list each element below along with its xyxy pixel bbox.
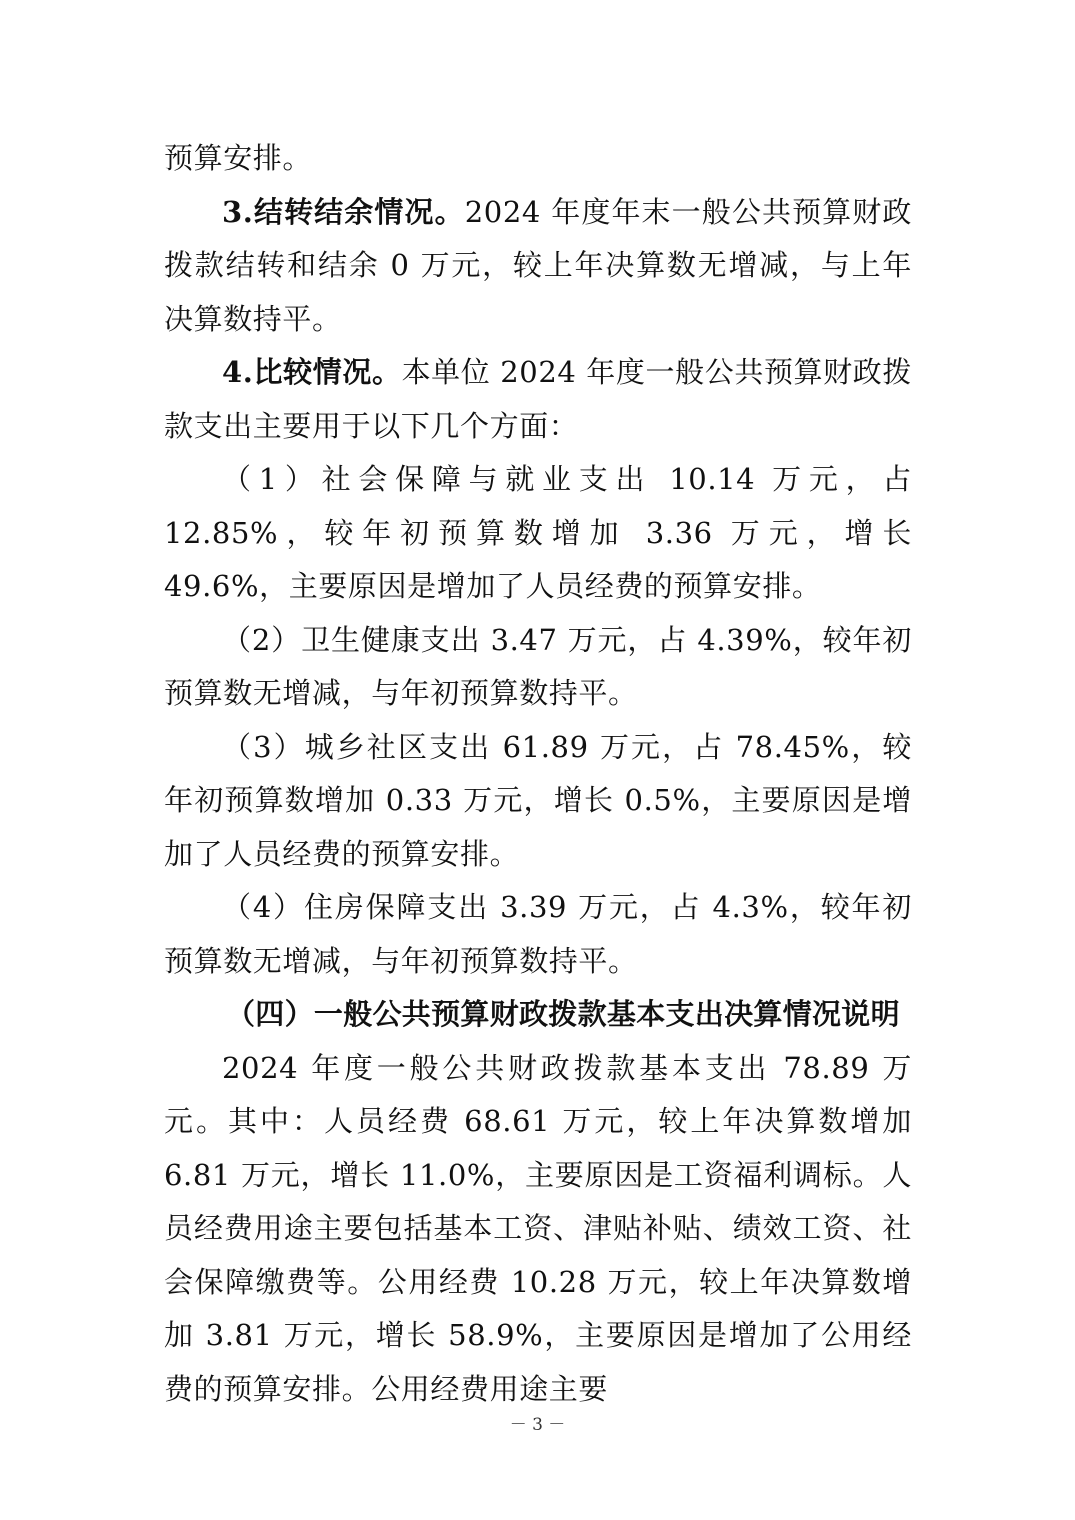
paragraph-text: 预算安排。: [164, 141, 313, 175]
run-in-heading-carryover: 3.结转结余情况。: [222, 194, 465, 229]
list-item-urban-rural-community: [164, 721, 912, 882]
page-number: － 3 －: [509, 1415, 566, 1435]
list-item-social-security: [164, 453, 912, 614]
run-in-heading-comparison: 4.比较情况。: [222, 355, 402, 389]
paragraph-text: （3）城乡社区支出 61.89 万元，占 78.45%，较年初预算数增加 0.33 万元，增长 0.5%，主要原因是增加了人员经费的预算安排。: [164, 729, 912, 871]
paragraph-comparison: [164, 346, 912, 453]
list-item-housing: [164, 881, 912, 988]
paragraph-text: 2024 年度一般公共财政拨款基本支出 78.89 万元。其中：人员经费 68.61 万元，较上年决算数增加 6.81 万元，增长 11.0%，主要原因是工资福利调标。人员经费用途主要包括基本工资、津贴补贴、绩效工资、社会保障缴费等。公用经费 10.28 万元，较上年决算数增加 3.81 万元，增长 58.9%，主要原因是增加了公用经费的预算安排。公用经费用途主要: [164, 1050, 912, 1406]
paragraph-text: （1）社会保障与就业支出 10.14 万元，占 12.85%，较年初预算数增加 3.36 万元，增长 49.6%，主要原因是增加了人员经费的预算安排。: [164, 462, 912, 603]
paragraph-text: 本单位 2024 年度一般公共预算财政拨款支出主要用于以下几个方面：: [164, 355, 912, 443]
list-item-health: [164, 614, 912, 721]
paragraph-budget-arrangement-end: [164, 132, 912, 186]
paragraph-text: （4）住房保障支出 3.39 万元，占 4.3%，较年初预算数无增减，与年初预算数持平。: [164, 890, 912, 978]
section-heading: （四）一般公共预算财政拨款基本支出决算情况说明: [226, 997, 900, 1031]
body-text: [164, 132, 912, 1416]
paragraph-carryover-balance: [164, 186, 912, 347]
paragraph-text: （2）卫生健康支出 3.47 万元，占 4.39%，较年初预算数无增减，与年初预算数持平。: [164, 622, 912, 710]
paragraph-text: 2024 年度年末一般公共预算财政拨款结转和结余 0 万元，较上年决算数无增减，与上年决算数持平。: [164, 194, 912, 336]
paragraph-basic-expenditure: [164, 1042, 912, 1417]
